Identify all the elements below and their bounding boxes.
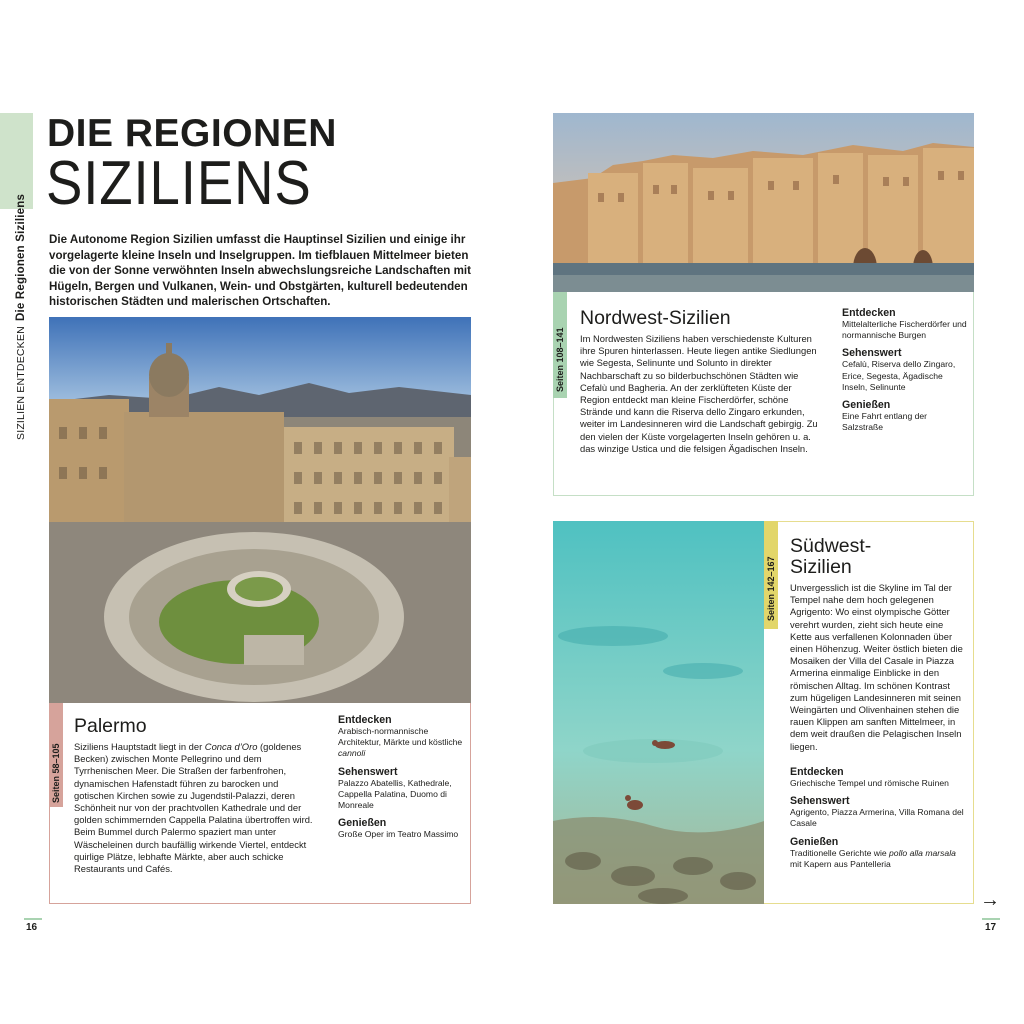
suedwest-pages: Seiten 142–167	[766, 556, 776, 621]
palermo-highlight-heading: Entdecken	[338, 714, 392, 726]
palermo-highlight-text	[338, 829, 464, 840]
page-number-left: 16	[26, 922, 38, 933]
nordwest-highlight-text	[842, 411, 968, 433]
nordwest-title: Nordwest-Sizilien	[580, 307, 731, 329]
suedwest-pages-tab	[764, 521, 778, 629]
suedwest-title: Südwest-Sizilien	[790, 535, 872, 578]
nordwest-highlight-run: Cefalù, Riserva dello Zingaro, Erice, Segesta, Ägadische Inseln, Selinunte	[842, 359, 956, 392]
palermo-photo	[49, 317, 471, 703]
palermo-highlight-run: cannoli	[338, 748, 366, 759]
nordwest-highlight-run: Mittelalterliche Fischerdörfer und normannische Burgen	[842, 319, 967, 341]
next-page-arrow-icon[interactable]: →	[980, 889, 1000, 911]
intro-paragraph: Die Autonome Region Sizilien umfasst die Hauptinsel Sizilien und einige ihr vorgelagerte kleine Inseln und Inselgruppen. Im tiefblauen Mittelmeer bieten die von der Sonne verwöhnten Inseln abwechslungsreiche Landschaften mit Hügeln, Bergen und Vulkanen, Wein- und Obstgärten, kulturell bedeutenden historischen Städten und malerischen Ortschaften.	[49, 233, 471, 308]
nordwest-highlight-run: Eine Fahrt entlang der Salzstraße	[842, 411, 928, 433]
palermo-pages: Seiten 58–105	[51, 743, 61, 803]
cefalu-photo	[553, 113, 974, 292]
suedwest-highlight-text	[790, 807, 968, 829]
nordwest-body	[580, 333, 820, 455]
page-number-line-left	[24, 918, 42, 920]
nordwest-highlight-heading: Entdecken	[842, 307, 896, 319]
suedwest-highlight-run: mit Kapern aus Pantelleria	[790, 858, 891, 869]
suedwest-highlight-text	[790, 778, 968, 789]
palermo-body-text: (goldenes Becken) zwischen Monte Pellegrino und dem Tyrrhenischen Meer. Die Straßen der farbenfrohen, dynamischen Hafenstadt führen zu barocken und gotischen Kirchen sowie zu Jugendstil-Palazzi, deren Schönheit nur von der prachtvollen Kathedrale und der golden schimmernden Cappella Palatina übertroffen wird. Beim Bummel durch Palermo spaziert man unter Wäscheleinen durch baufällig wirkende Viertel, entdeckt quirlige Plätze, lebhafte Märkte, aber auch schicke Restaurants und Cafés.	[74, 741, 313, 875]
nordwest-pages: Seiten 108–141	[555, 327, 565, 392]
page-number-right: 17	[985, 922, 997, 933]
page-title-line1: DIE REGIONEN	[47, 112, 337, 155]
suedwest-highlight-text	[790, 848, 968, 870]
palermo-body	[74, 741, 318, 875]
side-label-part1: SIZILIEN ENTDECKEN	[15, 326, 27, 440]
page-title-line2: SIZILIENS	[46, 149, 312, 218]
side-label-part2: Die Regionen Siziliens	[15, 193, 27, 321]
suedwest-highlights	[790, 766, 968, 876]
palermo-highlight-run: Arabisch-normannische Architektur, Märkte und köstliche	[338, 726, 463, 748]
suedwest-highlight-run: pollo alla marsala	[889, 847, 956, 858]
palermo-highlight-heading: Genießen	[338, 817, 387, 830]
suedwest-body-text: Unvergesslich ist die Skyline im Tal der Tempel nahe dem hoch gelegenen Agrigento: Wo einst olympische Götter verehrt wurden, zieht sich heute eine Kette aus verfallenen Kolonnaden über einen Höhenzug. Weiter östlich bieten die Mosaiken der Villa del Casale in Piazza Armerina einmalige Einblicke in den römischen Alltag. Im schönen Kontrast zum hügeligen Landesinneren mit seinen Weingärten und Olivenhainen stehen die rauen Klippen am sanften Mittelmeer, in dem weit draußen die Pelagischen Inseln liegen.	[790, 582, 963, 752]
nordwest-highlight-text	[842, 359, 968, 393]
suedwest-highlight-heading: Genießen	[790, 835, 839, 848]
palermo-body-text: Siziliens Hauptstadt liegt in der	[74, 741, 205, 752]
nordwest-highlight-heading: Genießen	[842, 399, 891, 412]
palermo-title: Palermo	[74, 715, 147, 737]
suedwest-highlight-run: Agrigento, Piazza Armerina, Villa Romana del Casale	[790, 807, 964, 829]
nordwest-highlights	[842, 307, 968, 439]
palermo-pages-tab	[49, 703, 63, 807]
suedwest-highlight-heading: Sehenswert	[790, 795, 850, 808]
side-running-header	[15, 194, 27, 440]
palermo-highlight-text	[338, 726, 464, 760]
palermo-highlights	[338, 714, 464, 846]
suedwest-body	[790, 582, 966, 753]
palermo-highlight-run: Palazzo Abatellis, Kathedrale, Cappella Palatina, Duomo di Monreale	[338, 777, 452, 811]
nordwest-highlight-text	[842, 319, 968, 341]
nordwest-highlight-heading: Sehenswert	[842, 347, 902, 360]
palermo-highlight-run: Große Oper im Teatro Massimo	[338, 829, 459, 840]
palermo-highlight-text	[338, 778, 464, 812]
swimmers-photo	[553, 521, 764, 904]
suedwest-highlight-heading: Entdecken	[790, 766, 844, 778]
palermo-highlight-heading: Sehenswert	[338, 765, 398, 778]
nordwest-pages-tab	[553, 292, 567, 398]
nordwest-body-text: Im Nordwesten Siziliens haben verschiedenste Kulturen ihre Spuren hinterlassen. Heute liegen antike Siedlungen wie Segesta, Selinunte und Solunto in direkter Nachbarschaft zu so bilderbuchschönen Städten wie Cefalù und Bagheria. An der zerklüfteten Küste der Region entdeckt man kleine Fischerdörfer, schöne Strände und kann die Riserva dello Zingaro erkunden, weiter im Landesinneren wird die Landschaft gebirgig. Zu den vielen der Küste vorgelagerten Inseln gehören u. a. das winzige Ustica und die felsigen Ägadischen Inseln.	[580, 333, 818, 454]
suedwest-highlight-run: Griechische Tempel und römische Ruinen	[790, 778, 949, 788]
page-number-line-right	[982, 918, 1000, 920]
suedwest-highlight-run: Traditionelle Gerichte wie	[790, 847, 890, 858]
palermo-body-text: Conca d’Oro	[204, 741, 258, 752]
